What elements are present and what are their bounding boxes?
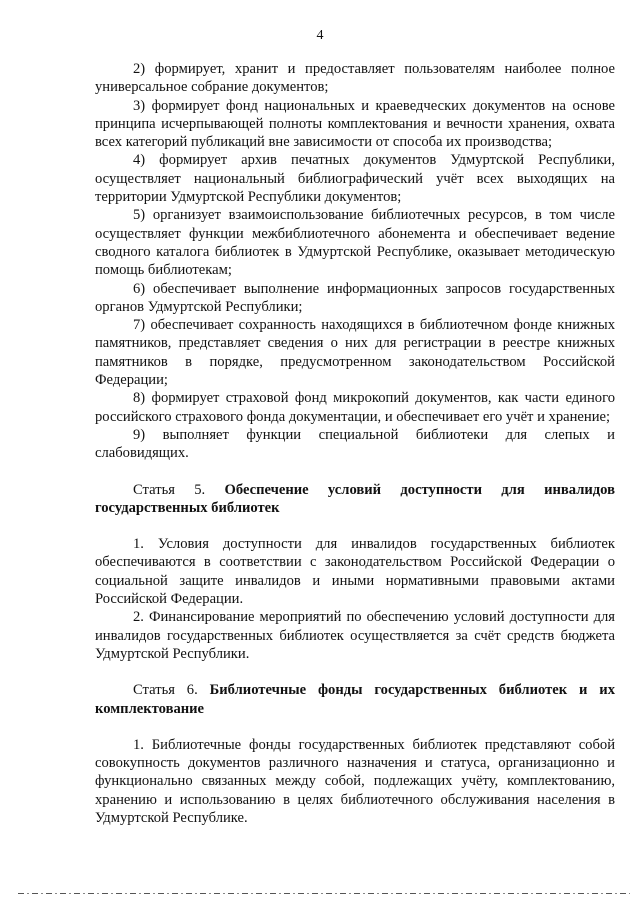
- article-6-paragraph: 1. Библиотечные фонды государственных библиотек представляют собой совокупность документов различного назначения и статуса, организационно и функционально связанных между собой, подлежащих учёту, комплектованию, хранению и использованию в целях библиотечного обслуживания населения в Удмуртской Республике.: [95, 736, 615, 826]
- article-6-heading: [95, 681, 615, 718]
- document-body: [95, 60, 615, 827]
- article-5-heading: [95, 481, 615, 518]
- list-item: 3) формирует фонд национальных и краеведческих документов на основе принципа исчерпывающей полноты комплектования и вечности хранения, охвата всех категорий публикаций вне зависимости от способа их производства;: [95, 97, 615, 151]
- article-5-title: Обеспечение условий доступности для инвалидов государственных библиотек: [95, 481, 615, 516]
- list-item: 6) обеспечивает выполнение информационных запросов государственных органов Удмуртской Республики;: [95, 280, 615, 315]
- article-5-paragraph: 1. Условия доступности для инвалидов государственных библиотек обеспечиваются в соответствии с законодательством Российской Федерации о социальной защите инвалидов и иными нормативными правовыми актами Российской Федерации.: [95, 536, 615, 608]
- list-item: 2) формирует, хранит и предоставляет пользователям наиболее полное универсальное собрание документов;: [95, 61, 615, 96]
- article-6-label: Статья 6.: [133, 682, 198, 699]
- article-5-paragraph: 2. Финансирование мероприятий по обеспечению условий доступности для инвалидов государственных библиотек осуществляется за счёт средств бюджета Удмуртской Республики.: [95, 609, 615, 662]
- scan-edge-line: [18, 893, 630, 894]
- list-item: 8) формирует страховой фонд микрокопий документов, как части единого российского страхового фонда документации, и обеспечивает его учёт и хранение;: [95, 390, 615, 425]
- article-6-title: Библиотечные фонды государственных библиотек и их комплектование: [95, 682, 615, 717]
- article-5-label: Статья 5.: [133, 481, 206, 498]
- list-item: 4) формирует архив печатных документов Удмуртской Республики, осуществляет национальный библиографический учёт всех выходящих на территории Удмуртской Республики документов;: [95, 152, 615, 206]
- list-item: 7) обеспечивает сохранность находящихся в библиотечном фонде книжных памятников, представляет сведения о них для регистрации в реестре книжных памятников в порядке, предусмотренном законодательством Российской Федерации;: [95, 317, 615, 389]
- list-item: 5) организует взаимоиспользование библиотечных ресурсов, в том числе осуществляет функции межбиблиотечного абонемента и обеспечивает ведение сводного каталога библиотек в Удмуртской Республике, оказывает методическую помощь библиотекам;: [95, 207, 615, 279]
- list-item: 9) выполняет функции специальной библиотеки для слепых и слабовидящих.: [95, 426, 615, 462]
- page-number: 4: [316, 28, 324, 43]
